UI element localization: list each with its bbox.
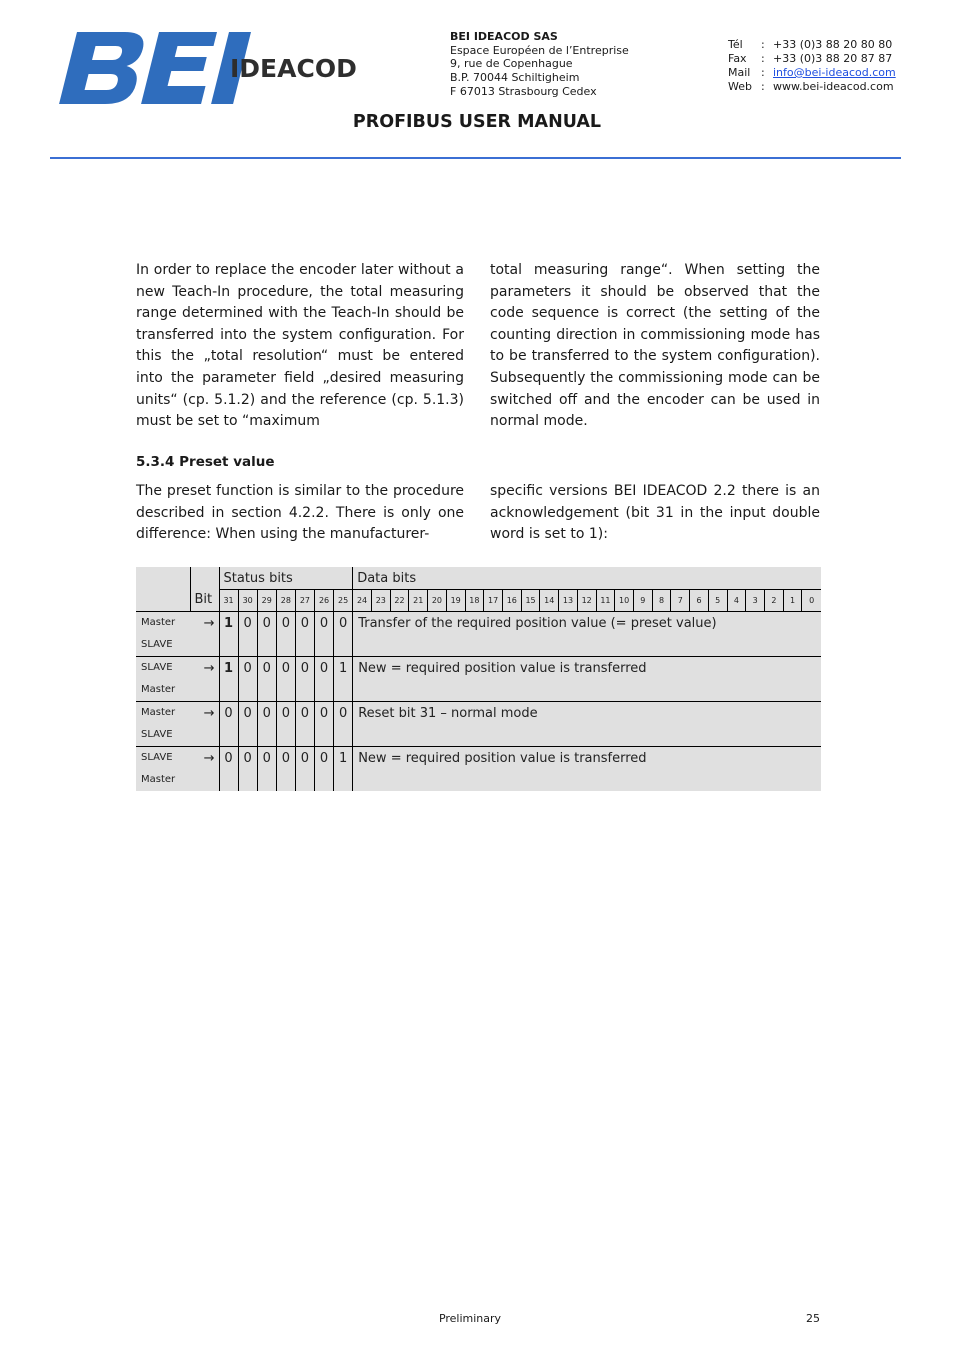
status-bit-value: 0 — [276, 656, 295, 701]
sender-label: Master — [141, 616, 176, 628]
contact-phone — [728, 38, 896, 52]
bit-number: 10 — [615, 589, 634, 611]
bit-number: 12 — [577, 589, 596, 611]
bit-number-row — [136, 589, 821, 611]
address-line: 9, rue de Copenhague — [450, 57, 573, 71]
row-description: Reset bit 31 – normal mode — [353, 701, 821, 746]
status-bit-value: 0 — [238, 701, 257, 746]
bit-number: 1 — [783, 589, 802, 611]
status-bit-value: 0 — [295, 701, 314, 746]
bit-number: 26 — [314, 589, 333, 611]
paragraph-left-1: In order to replace the encoder later without a new Teach-In procedure, the total measuring range determined with the Teach-In should be transferred into the system configuration. For this the „total resolution“ must be entered into the parameter field „desired measuring units“ (cp. 5.1.2) and the reference (cp. 5.1.3) must be set to “maximum — [136, 262, 464, 430]
bit-number: 9 — [633, 589, 652, 611]
company-name: BEI IDEACOD SAS — [450, 30, 558, 43]
contact-sep: : — [761, 52, 765, 65]
contact-key: Fax — [728, 52, 747, 65]
bit-number: 13 — [559, 589, 578, 611]
bit-number: 29 — [257, 589, 276, 611]
bit-number: 17 — [484, 589, 503, 611]
direction-cell — [136, 611, 190, 656]
status-bit-value: 0 — [219, 746, 238, 791]
contact-key: Mail — [728, 66, 751, 79]
status-bit-value: 0 — [276, 611, 295, 656]
contact-key: Tél — [728, 38, 743, 51]
contact-web — [728, 80, 896, 94]
arrow-right-icon: → — [190, 701, 219, 746]
footer-status: Preliminary — [438, 1312, 502, 1325]
status-bit-value: 0 — [295, 611, 314, 656]
company-address — [450, 30, 629, 99]
bit-number: 23 — [371, 589, 390, 611]
status-bit-value: 1 — [219, 611, 238, 656]
paragraph-left-2: The preset function is similar to the procedure described in section 4.2.2. There is only one difference: When using the manufacturer- — [136, 483, 464, 543]
status-bit-value: 0 — [314, 611, 333, 656]
status-bit-value: 0 — [334, 701, 353, 746]
address-line: Espace Européen de l’Entreprise — [450, 43, 629, 57]
receiver-label: SLAVE — [141, 728, 173, 740]
status-bit-value: 0 — [219, 701, 238, 746]
section-heading: 5.3.4 Preset value — [136, 454, 275, 470]
bit-number: 25 — [334, 589, 353, 611]
row-description: New = required position value is transferred — [353, 656, 821, 701]
status-bit-value: 0 — [257, 611, 276, 656]
header-row — [136, 567, 821, 589]
status-bit-value: 0 — [257, 701, 276, 746]
arrow-right-icon: → — [190, 656, 219, 701]
table-row — [136, 656, 821, 701]
bit-number: 0 — [802, 589, 821, 611]
status-bit-value: 0 — [295, 746, 314, 791]
page-number: 25 — [806, 1312, 820, 1325]
email-link[interactable]: info@bei-ideacod.com — [773, 66, 896, 79]
receiver-label: Master — [141, 683, 176, 695]
sender-label: Master — [141, 706, 176, 718]
status-bits-label: Status bits — [219, 567, 353, 589]
contact-sep: : — [761, 66, 765, 79]
status-bit-value: 0 — [334, 611, 353, 656]
arrow-right-icon: → — [190, 746, 219, 791]
status-bit-value: 0 — [276, 701, 295, 746]
status-bit-value: 0 — [257, 746, 276, 791]
bit-number: 24 — [353, 589, 372, 611]
bit-number: 8 — [652, 589, 671, 611]
bits-table — [136, 567, 821, 791]
status-bit-value: 0 — [314, 746, 333, 791]
bit-number: 18 — [465, 589, 484, 611]
status-bit-value: 1 — [219, 656, 238, 701]
logo-subtext: IDEACOD — [230, 54, 357, 83]
contact-mail — [728, 66, 896, 80]
bit-number: 30 — [238, 589, 257, 611]
paragraph-right-2: specific versions BEI IDEACOD 2.2 there is an acknowledgement (bit 31 in the input double word is set to 1): — [490, 483, 820, 543]
bit-number: 19 — [446, 589, 465, 611]
bit-number: 15 — [521, 589, 540, 611]
contact-value: www.bei-ideacod.com — [773, 80, 894, 93]
receiver-label: SLAVE — [141, 638, 173, 650]
status-bit-value: 1 — [334, 656, 353, 701]
bit-number: 14 — [540, 589, 559, 611]
direction-cell — [136, 746, 190, 791]
contact-block — [728, 38, 896, 94]
bit-number: 21 — [409, 589, 428, 611]
bei-ideacod-logo — [50, 28, 370, 106]
status-bit-value: 0 — [238, 656, 257, 701]
bit-label: Bit — [190, 589, 219, 611]
address-line: F 67013 Strasbourg Cedex — [450, 84, 597, 98]
row-description: New = required position value is transferred — [353, 746, 821, 791]
row-description: Transfer of the required position value (= preset value) — [353, 611, 821, 656]
bit-number: 6 — [690, 589, 709, 611]
bit-number: 27 — [295, 589, 314, 611]
contact-fax — [728, 52, 896, 66]
bit-number: 31 — [219, 589, 238, 611]
bit-number: 28 — [276, 589, 295, 611]
contact-value: +33 (0)3 88 20 80 80 — [773, 38, 893, 51]
table-row — [136, 746, 821, 791]
bit-number: 4 — [727, 589, 746, 611]
paragraph-right-1: total measuring range“. When setting the parameters it should be observed that the code sequence is correct (the setting of the counting direction in commissioning mode has to be transferred to the system configuration). Subsequently the commissioning mode can be switched off and the encoder can be used in normal mode. — [490, 262, 820, 430]
bit-number: 11 — [596, 589, 615, 611]
status-bit-value: 0 — [238, 611, 257, 656]
data-bits-label: Data bits — [353, 567, 821, 589]
receiver-label: Master — [141, 773, 176, 785]
sender-label: SLAVE — [141, 751, 173, 763]
contact-key: Web — [728, 80, 752, 93]
blank-cell — [136, 567, 190, 589]
direction-cell — [136, 656, 190, 701]
direction-cell — [136, 701, 190, 746]
bit-number: 7 — [671, 589, 690, 611]
bit-number: 3 — [746, 589, 765, 611]
bit-number: 20 — [428, 589, 447, 611]
table-row — [136, 611, 821, 656]
status-bit-value: 0 — [238, 746, 257, 791]
table-row — [136, 701, 821, 746]
status-bit-value: 0 — [276, 746, 295, 791]
address-line: B.P. 70044 Schiltigheim — [450, 71, 580, 85]
status-bit-value: 0 — [295, 656, 314, 701]
preset-table — [136, 567, 821, 791]
bit-number: 22 — [390, 589, 409, 611]
contact-sep: : — [761, 80, 765, 93]
sender-label: SLAVE — [141, 661, 173, 673]
status-bit-value: 1 — [334, 746, 353, 791]
contact-value: +33 (0)3 88 20 87 87 — [773, 52, 893, 65]
status-bit-value: 0 — [314, 656, 333, 701]
blank-cell — [190, 567, 219, 589]
header-divider — [50, 157, 901, 159]
status-bit-value: 0 — [257, 656, 276, 701]
bit-number: 16 — [502, 589, 521, 611]
document-title: PROFIBUS USER MANUAL — [352, 112, 602, 132]
contact-sep: : — [761, 38, 765, 51]
blank-cell — [136, 589, 190, 611]
bit-number: 5 — [708, 589, 727, 611]
arrow-right-icon: → — [190, 611, 219, 656]
status-bit-value: 0 — [314, 701, 333, 746]
bit-number: 2 — [765, 589, 784, 611]
